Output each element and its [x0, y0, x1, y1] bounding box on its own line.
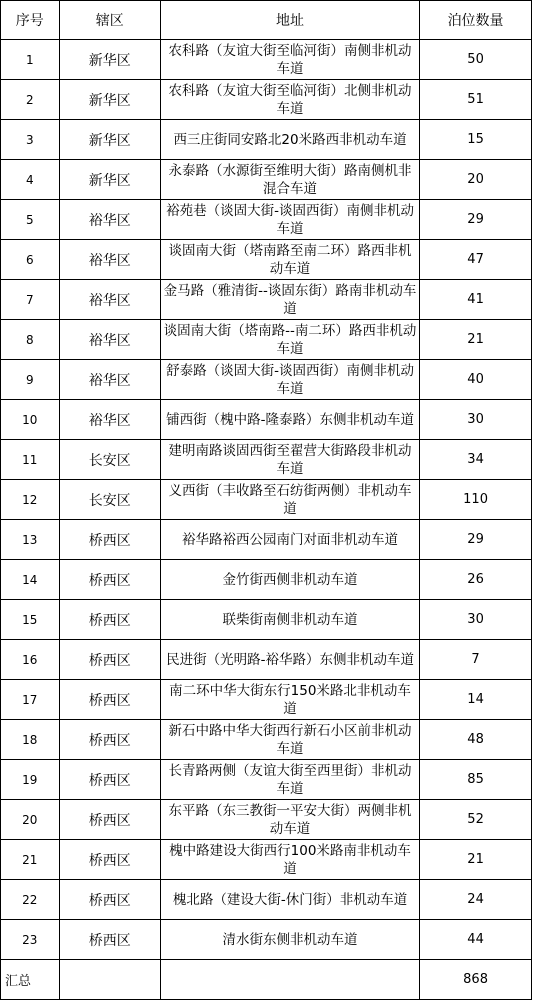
cell-address: 清水街东侧非机动车道: [160, 920, 419, 960]
cell-num: 20: [1, 800, 60, 840]
cell-count: 51: [420, 80, 532, 120]
cell-address: 裕华路裕西公园南门对面非机动车道: [160, 520, 419, 560]
cell-num: 19: [1, 760, 60, 800]
cell-address: 联柴街南侧非机动车道: [160, 600, 419, 640]
cell-num: 7: [1, 280, 60, 320]
cell-num: 5: [1, 200, 60, 240]
table-row: [1, 440, 532, 480]
cell-address: 谈固南大街（塔南路至南二环）路西非机动车道: [160, 240, 419, 280]
cell-count: 29: [420, 520, 532, 560]
cell-district: 裕华区: [59, 200, 160, 240]
cell-count: 30: [420, 600, 532, 640]
cell-district: 桥西区: [59, 840, 160, 880]
table-row: [1, 760, 532, 800]
cell-count: 30: [420, 400, 532, 440]
cell-district: 新华区: [59, 160, 160, 200]
table-row: [1, 80, 532, 120]
cell-count: 52: [420, 800, 532, 840]
cell-count: 34: [420, 440, 532, 480]
table-row: [1, 360, 532, 400]
cell-district: 桥西区: [59, 920, 160, 960]
cell-count: 26: [420, 560, 532, 600]
cell-address: 西三庄街同安路北20米路西非机动车道: [160, 120, 419, 160]
table-body: [1, 40, 532, 1000]
cell-num: 23: [1, 920, 60, 960]
header-district: 辖区: [59, 1, 160, 40]
header-row: [1, 1, 532, 40]
header-address: 地址: [160, 1, 419, 40]
cell-district: 裕华区: [59, 240, 160, 280]
table-row: [1, 640, 532, 680]
table-row: [1, 880, 532, 920]
table-row: [1, 280, 532, 320]
cell-num: 9: [1, 360, 60, 400]
cell-address: 义西街（丰收路至石纺街两侧）非机动车道: [160, 480, 419, 520]
cell-address: 金竹街西侧非机动车道: [160, 560, 419, 600]
cell-district: 桥西区: [59, 880, 160, 920]
cell-count: 20: [420, 160, 532, 200]
header-count: 泊位数量: [420, 1, 532, 40]
cell-address: 东平路（东三教街一平安大街）两侧非机动车道: [160, 800, 419, 840]
cell-district: 桥西区: [59, 720, 160, 760]
cell-district: 新华区: [59, 40, 160, 80]
cell-district: 裕华区: [59, 280, 160, 320]
cell-num: 16: [1, 640, 60, 680]
total-district-empty: [59, 960, 160, 1000]
cell-num: 12: [1, 480, 60, 520]
cell-count: 47: [420, 240, 532, 280]
total-address-empty: [160, 960, 419, 1000]
header-num: 序号: [1, 1, 60, 40]
cell-num: 6: [1, 240, 60, 280]
cell-address: 新石中路中华大街西行新石小区前非机动车道: [160, 720, 419, 760]
cell-num: 13: [1, 520, 60, 560]
cell-num: 22: [1, 880, 60, 920]
table-row: [1, 40, 532, 80]
cell-count: 21: [420, 320, 532, 360]
table-row: [1, 240, 532, 280]
cell-district: 新华区: [59, 80, 160, 120]
cell-count: 41: [420, 280, 532, 320]
cell-district: 桥西区: [59, 680, 160, 720]
cell-num: 10: [1, 400, 60, 440]
cell-num: 1: [1, 40, 60, 80]
cell-count: 110: [420, 480, 532, 520]
cell-num: 17: [1, 680, 60, 720]
cell-district: 长安区: [59, 480, 160, 520]
cell-address: 农科路（友谊大街至临河街）北侧非机动车道: [160, 80, 419, 120]
cell-count: 50: [420, 40, 532, 80]
table-row: [1, 600, 532, 640]
table-row: [1, 560, 532, 600]
cell-address: 槐北路（建设大街-休门街）非机动车道: [160, 880, 419, 920]
cell-address: 槐中路建设大街西行100米路南非机动车道: [160, 840, 419, 880]
table-row: [1, 720, 532, 760]
cell-address: 民进街（光明路-裕华路）东侧非机动车道: [160, 640, 419, 680]
total-count: 868: [420, 960, 532, 1000]
cell-count: 7: [420, 640, 532, 680]
cell-count: 44: [420, 920, 532, 960]
cell-num: 11: [1, 440, 60, 480]
cell-address: 谈固南大街（塔南路--南二环）路西非机动车道: [160, 320, 419, 360]
table-row: [1, 840, 532, 880]
cell-count: 15: [420, 120, 532, 160]
cell-count: 21: [420, 840, 532, 880]
cell-address: 铺西街（槐中路-隆泰路）东侧非机动车道: [160, 400, 419, 440]
cell-count: 29: [420, 200, 532, 240]
cell-district: 桥西区: [59, 520, 160, 560]
cell-district: 裕华区: [59, 360, 160, 400]
cell-num: 21: [1, 840, 60, 880]
cell-district: 桥西区: [59, 800, 160, 840]
cell-num: 18: [1, 720, 60, 760]
cell-address: 农科路（友谊大街至临河街）南侧非机动车道: [160, 40, 419, 80]
cell-district: 桥西区: [59, 640, 160, 680]
cell-district: 桥西区: [59, 600, 160, 640]
cell-district: 桥西区: [59, 560, 160, 600]
cell-num: 4: [1, 160, 60, 200]
cell-count: 24: [420, 880, 532, 920]
cell-num: 3: [1, 120, 60, 160]
cell-address: 舒泰路（谈固大街-谈固西街）南侧非机动车道: [160, 360, 419, 400]
cell-address: 裕苑巷（谈固大街-谈固西街）南侧非机动车道: [160, 200, 419, 240]
cell-district: 新华区: [59, 120, 160, 160]
cell-count: 85: [420, 760, 532, 800]
table-row: [1, 200, 532, 240]
cell-address: 金马路（雅清街--谈固东街）路南非机动车道: [160, 280, 419, 320]
cell-address: 永泰路（水源街至维明大街）路南侧机非混合车道: [160, 160, 419, 200]
cell-count: 14: [420, 680, 532, 720]
cell-district: 桥西区: [59, 760, 160, 800]
cell-address: 长青路两侧（友谊大街至西里街）非机动车道: [160, 760, 419, 800]
cell-district: 裕华区: [59, 400, 160, 440]
table-row: [1, 800, 532, 840]
table-row: [1, 480, 532, 520]
cell-district: 长安区: [59, 440, 160, 480]
table-row: [1, 680, 532, 720]
cell-district: 裕华区: [59, 320, 160, 360]
table-row: [1, 400, 532, 440]
cell-num: 8: [1, 320, 60, 360]
table-row: [1, 520, 532, 560]
table-row: [1, 160, 532, 200]
cell-num: 15: [1, 600, 60, 640]
cell-num: 2: [1, 80, 60, 120]
table-row: [1, 320, 532, 360]
table-row: [1, 920, 532, 960]
cell-count: 40: [420, 360, 532, 400]
cell-count: 48: [420, 720, 532, 760]
cell-address: 南二环中华大街东行150米路北非机动车道: [160, 680, 419, 720]
cell-num: 14: [1, 560, 60, 600]
total-row: [1, 960, 532, 1000]
total-label: 汇总: [1, 960, 60, 1000]
cell-address: 建明南路谈固西街至翟营大街路段非机动车道: [160, 440, 419, 480]
table-row: [1, 120, 532, 160]
